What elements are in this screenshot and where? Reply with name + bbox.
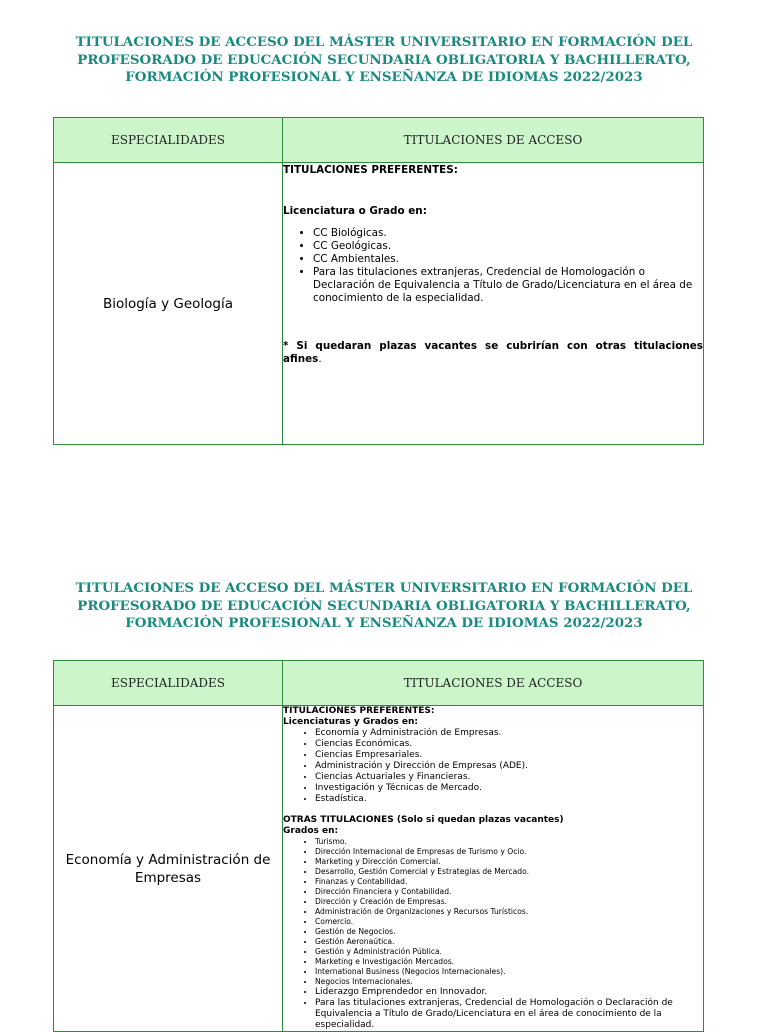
access-cell [283, 706, 704, 1032]
page-title: TITULACIONES DE ACCESO DEL MÁSTER UNIVERSITARIO EN FORMACIÓN DEL PROFESORADO DE EDUCACIÓN SECUNDARIA OBLIGATORIA Y BACHILLERATO, FORMACIÓN PROFESIONAL Y ENSEÑANZA DE IDIOMAS 2022/2023 [75, 580, 693, 631]
list-item: • Dirección y Creación de Empresas. [315, 897, 703, 907]
list-item: • Ciencias Actuariales y Financieras. [315, 772, 703, 783]
list-item: • Ciencias Económicas. [315, 739, 703, 750]
list-item: • Administración y Dirección de Empresas (ADE). [315, 761, 703, 772]
table-row [54, 706, 704, 1032]
access-cell [283, 163, 704, 445]
degree-heading: Licenciaturas y Grados en: [283, 717, 418, 727]
preferred-heading: TITULACIONES PREFERENTES: [283, 706, 435, 716]
list-item: • Investigación y Técnicas de Mercado. [315, 783, 703, 794]
list-item: • CC Biológicas. [313, 227, 703, 240]
list-item: • Para las titulaciones extranjeras, Credencial de Homologación o Declaración de Equivalencia a Título de Grado/Licenciatura en el área de conocimiento de la especialidad. [315, 998, 703, 1031]
degree-heading: Licenciatura o Grado en: [283, 205, 427, 217]
page-title: TITULACIONES DE ACCESO DEL MÁSTER UNIVERSITARIO EN FORMACIÓN DEL PROFESORADO DE EDUCACIÓN SECUNDARIA OBLIGATORIA Y BACHILLERATO, FORMACIÓN PROFESIONAL Y ENSEÑANZA DE IDIOMAS 2022/2023 [75, 34, 693, 85]
preferred-heading: TITULACIONES PREFERENTES: [283, 164, 458, 176]
header-especialidades: ESPECIALIDADES [54, 661, 283, 706]
list-item: • Negocios Internacionales. [315, 977, 703, 987]
other-heading: OTRAS TITULACIONES (Solo si quedan plazas vacantes) [283, 815, 564, 825]
list-item: • Administración de Organizaciones y Recursos Turísticos. [315, 907, 703, 917]
vacancy-note [283, 340, 703, 366]
other-degree-list [283, 837, 703, 1031]
vacancy-note-text: * Si quedaran plazas vacantes se cubrirían con otras titulaciones afines [283, 340, 703, 365]
specialty-name: Economía y Administración de Empresas [54, 706, 283, 1032]
list-item: • Dirección Internacional de Empresas de Turismo y Ocio. [315, 847, 703, 857]
list-item: • Finanzas y Contabilidad. [315, 877, 703, 887]
list-item: • Estadística. [315, 794, 703, 805]
vacancy-note-end: . [318, 353, 322, 365]
list-item: • Marketing y Dirección Comercial. [315, 857, 703, 867]
list-item: • Gestión y Administración Pública. [315, 947, 703, 957]
list-item: • Economía y Administración de Empresas. [315, 728, 703, 739]
list-item: • Para las titulaciones extranjeras, Credencial de Homologación o Declaración de Equivalencia a Título de Grado/Licenciatura en el área de conocimiento de la especialidad. [313, 266, 703, 305]
table-row [54, 163, 704, 445]
preferred-degree-list [283, 728, 703, 805]
list-item: • CC Ambientales. [313, 253, 703, 266]
table-header-row [54, 661, 704, 706]
list-item: • Dirección Financiera y Contabilidad. [315, 887, 703, 897]
list-item: • International Business (Negocios Internacionales). [315, 967, 703, 977]
degree-list [283, 227, 703, 305]
list-item: • Gestión de Negocios. [315, 927, 703, 937]
list-item: • Comercio. [315, 917, 703, 927]
list-item: • CC Geológicas. [313, 240, 703, 253]
header-especialidades: ESPECIALIDADES [54, 118, 283, 163]
specialty-table [53, 117, 704, 445]
list-item: • Marketing e Investigación Mercados. [315, 957, 703, 967]
list-item: • Liderazgo Emprendedor en Innovador. [315, 987, 703, 998]
list-item: • Desarrollo, Gestión Comercial y Estrategias de Mercado. [315, 867, 703, 877]
other-degree-heading: Grados en: [283, 826, 339, 836]
header-titulaciones: TITULACIONES DE ACCESO [283, 661, 704, 706]
specialty-name: Biología y Geología [54, 163, 283, 445]
table-header-row [54, 118, 704, 163]
list-item: • Ciencias Empresariales. [315, 750, 703, 761]
specialty-table [53, 660, 704, 1032]
list-item: • Gestión Aeronaútica. [315, 937, 703, 947]
header-titulaciones: TITULACIONES DE ACCESO [283, 118, 704, 163]
list-item: • Turismo. [315, 837, 703, 847]
